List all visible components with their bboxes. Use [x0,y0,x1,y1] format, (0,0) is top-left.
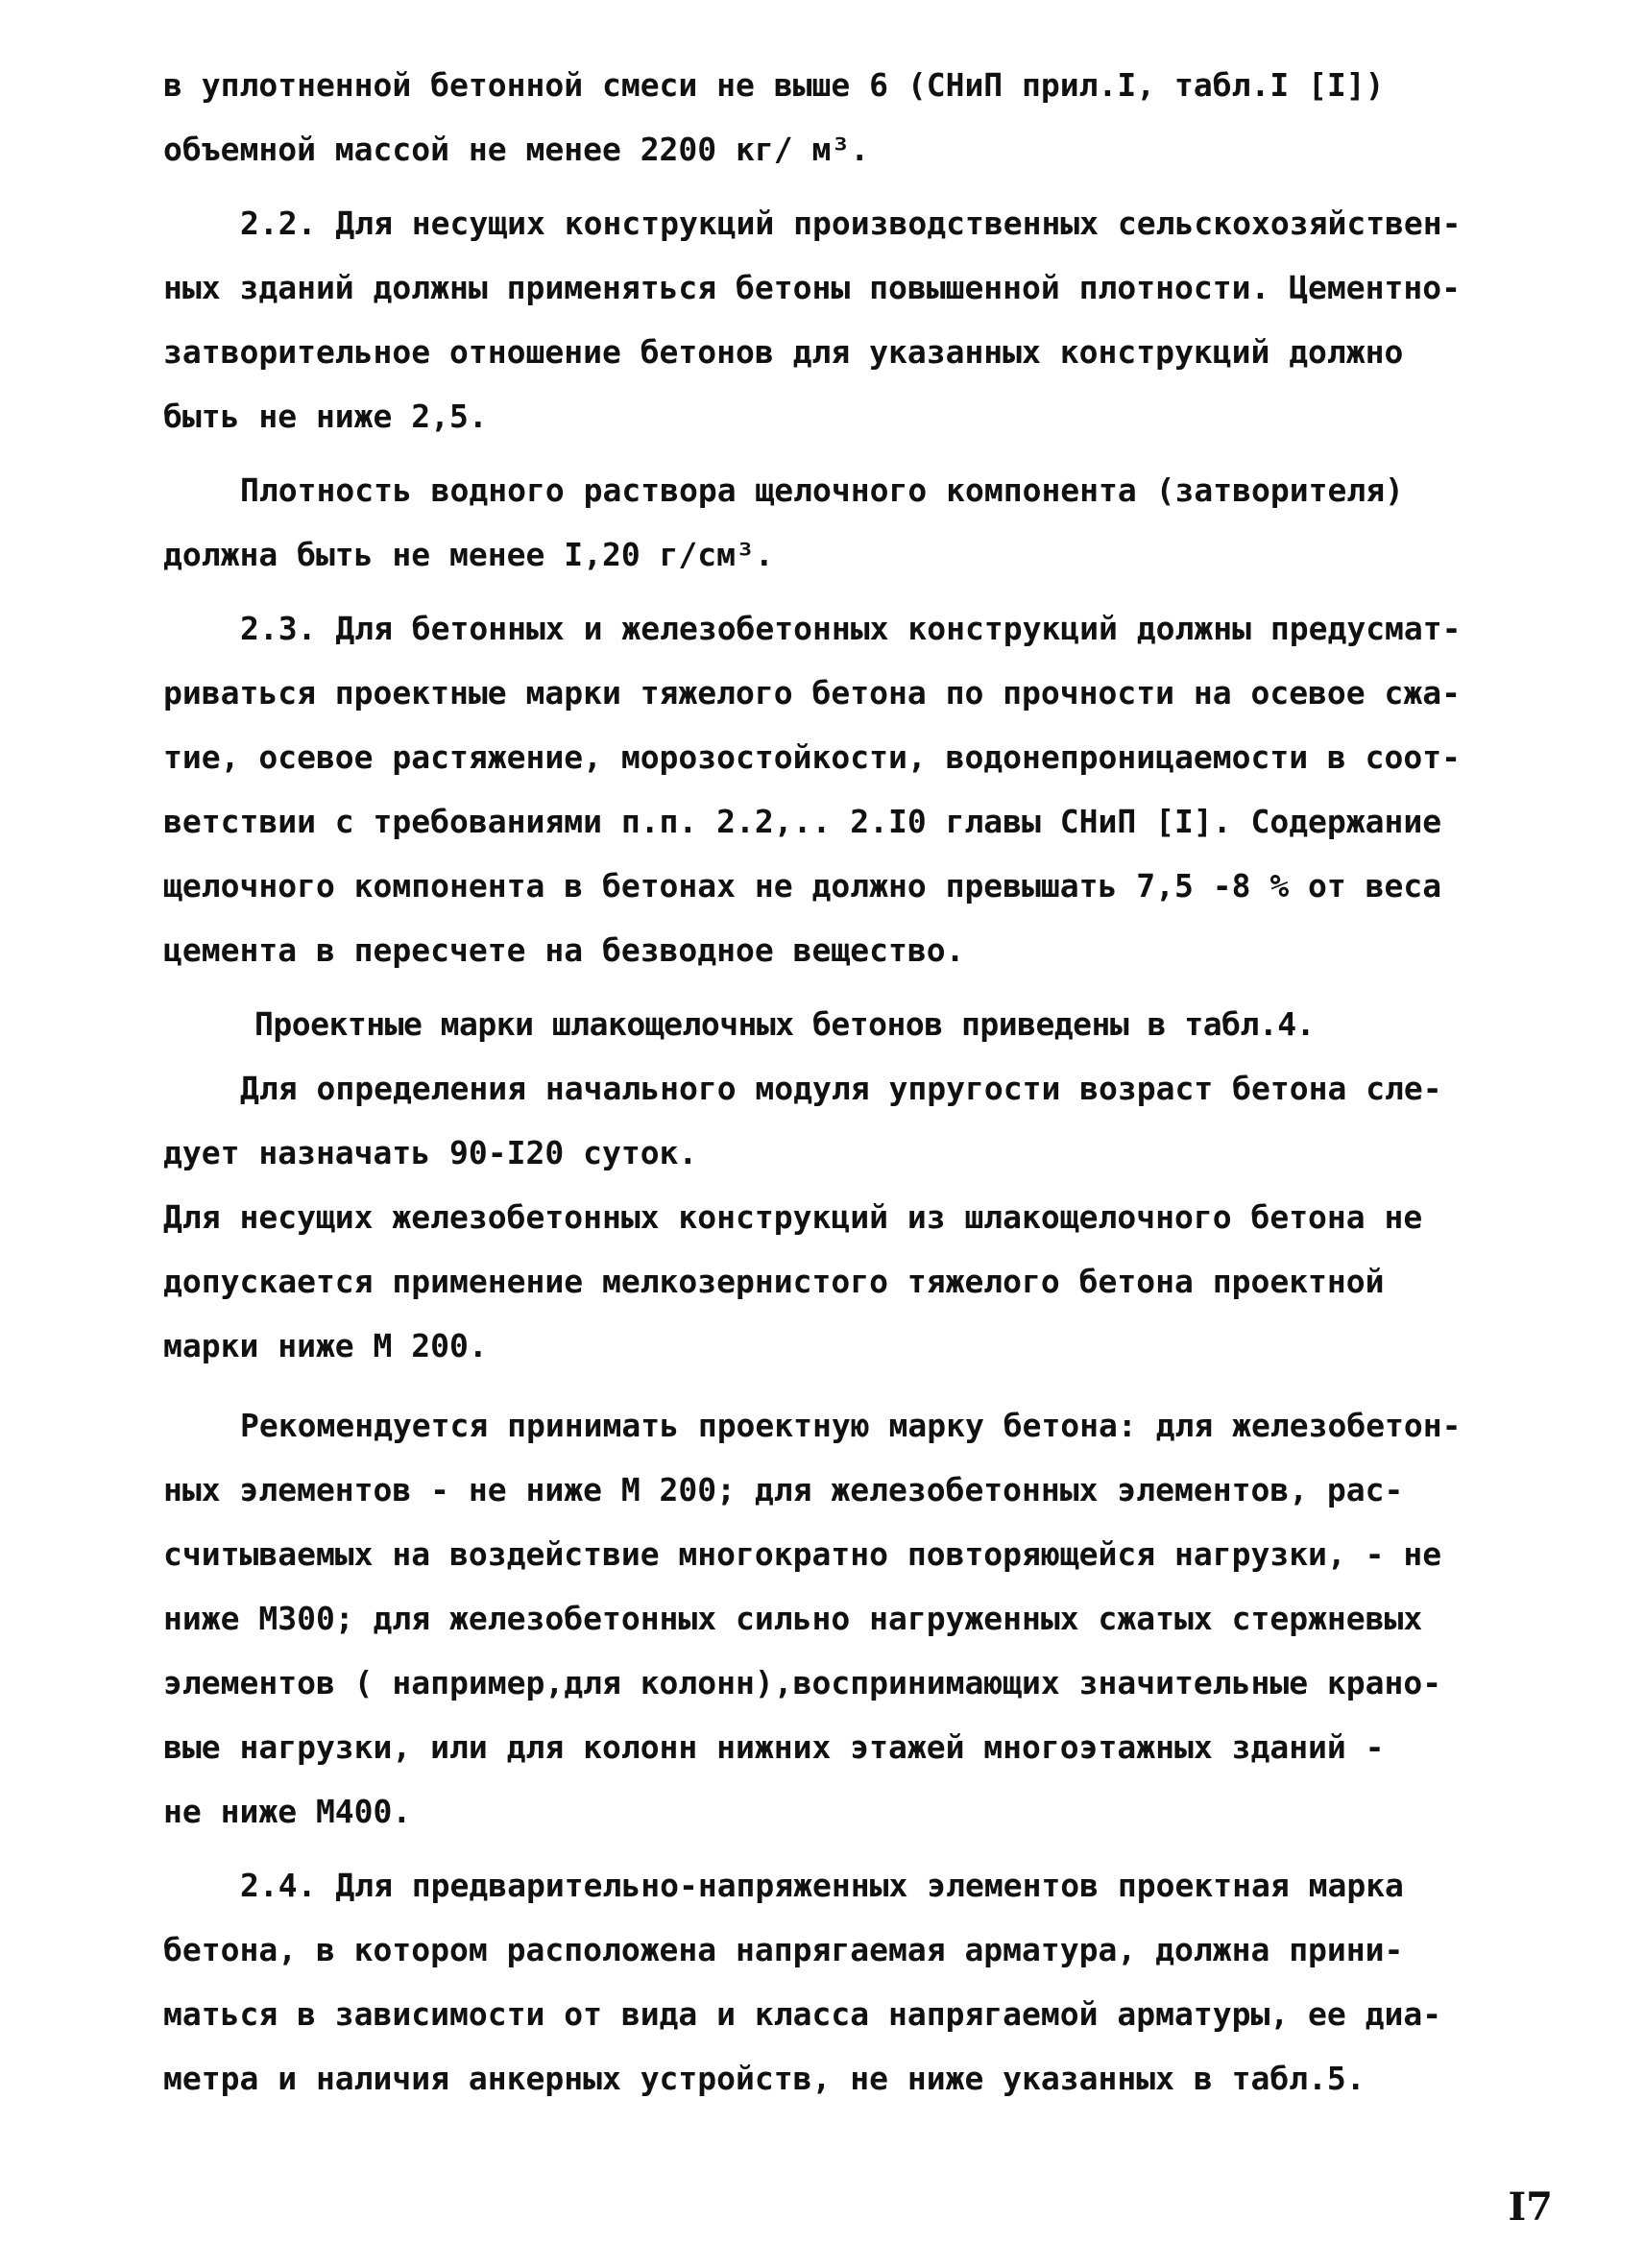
modulus-paragraph [163,1056,1541,1185]
recommendation-paragraph [163,1393,1541,1844]
text-line: марки ниже М 200. [163,1327,488,1364]
text-line: бетона, в котором расположена напрягаемая арматура, должна прини- [163,1931,1404,1968]
text-line: не ниже М400. [163,1793,412,1830]
text-line: Проектные марки шлакощелочных бетонов приведены в табл.4. [254,1005,1315,1043]
text-line: вые нагрузки, или для колонн нижних этажей многоэтажных зданий - [163,1728,1385,1766]
text-line: риваться проектные марки тяжелого бетона по прочности на осевое сжа- [163,674,1462,712]
table-reference-paragraph [163,992,1541,1056]
text-line: объемной массой не менее 2200 кг/ м³. [163,131,870,168]
text-line: ниже М300; для железобетонных сильно нагруженных сжатых стержневых [163,1600,1423,1637]
text-line: щелочного компонента в бетонах не должно превышать 7,5 -8 % от веса [163,867,1442,905]
text-line: Для определения начального модуля упругости возраст бетона сле- [240,1070,1442,1107]
section-2-2-paragraph [163,191,1541,448]
text-line: цемента в пересчете на безводное вещество. [163,931,965,969]
page-number: I7 [1508,2184,1553,2230]
text-line: ных зданий должны применяться бетоны повышенной плотности. Цементно- [163,269,1462,306]
text-line: 2.4. Для предварительно-напряженных элементов проектная марка [240,1867,1404,1904]
intro-paragraph [163,53,1541,181]
text-line: элементов ( например,для колонн),воспринимающих значительные крано- [163,1664,1442,1701]
section-2-3-paragraph [163,596,1541,982]
fine-grained-paragraph [163,1185,1541,1378]
text-line: ных элементов - не ниже М 200; для железобетонных элементов, рас- [163,1471,1404,1508]
text-line: маться в зависимости от вида и класса напрягаемой арматуры, ее диа- [163,1995,1442,2033]
text-line: 2.3. Для бетонных и железобетонных конструкций должны предусмат- [240,610,1462,647]
text-line: считываемых на воздействие многократно повторяющейся нагрузки, - не [163,1535,1442,1573]
text-line: должна быть не менее I,20 г/см³. [163,536,774,573]
text-line: тие, осевое растяжение, морозостойкости, водонепроницаемости в соот- [163,738,1462,776]
text-line: затворительное отношение бетонов для указанных конструкций должно [163,333,1404,371]
document-page [163,53,1541,2223]
text-line: метра и наличия анкерных устройств, не ниже указанных в табл.5. [163,2060,1366,2097]
text-line: Рекомендуется принимать проектную марку бетона: для железобетон- [240,1407,1462,1444]
text-line: быть не ниже 2,5. [163,398,488,435]
text-line: дует назначать 90-I20 суток. [163,1134,698,1171]
text-line: в уплотненной бетонной смеси не выше 6 (СНиП прил.I, табл.I [I]) [163,66,1385,104]
text-line: ветствии с требованиями п.п. 2.2,.. 2.I0 главы СНиП [I]. Содержание [163,803,1442,840]
density-paragraph [163,458,1541,587]
text-line: Плотность водного раствора щелочного компонента (затворителя) [240,471,1404,509]
section-2-4-paragraph [163,1853,1541,2111]
text-line: Для несущих железобетонных конструкций из шлакощелочного бетона не [163,1198,1423,1236]
text-line: допускается применение мелкозернистого тяжелого бетона проектной [163,1263,1385,1300]
text-line: 2.2. Для несущих конструкций производственных сельскохозяйствен- [240,205,1462,242]
